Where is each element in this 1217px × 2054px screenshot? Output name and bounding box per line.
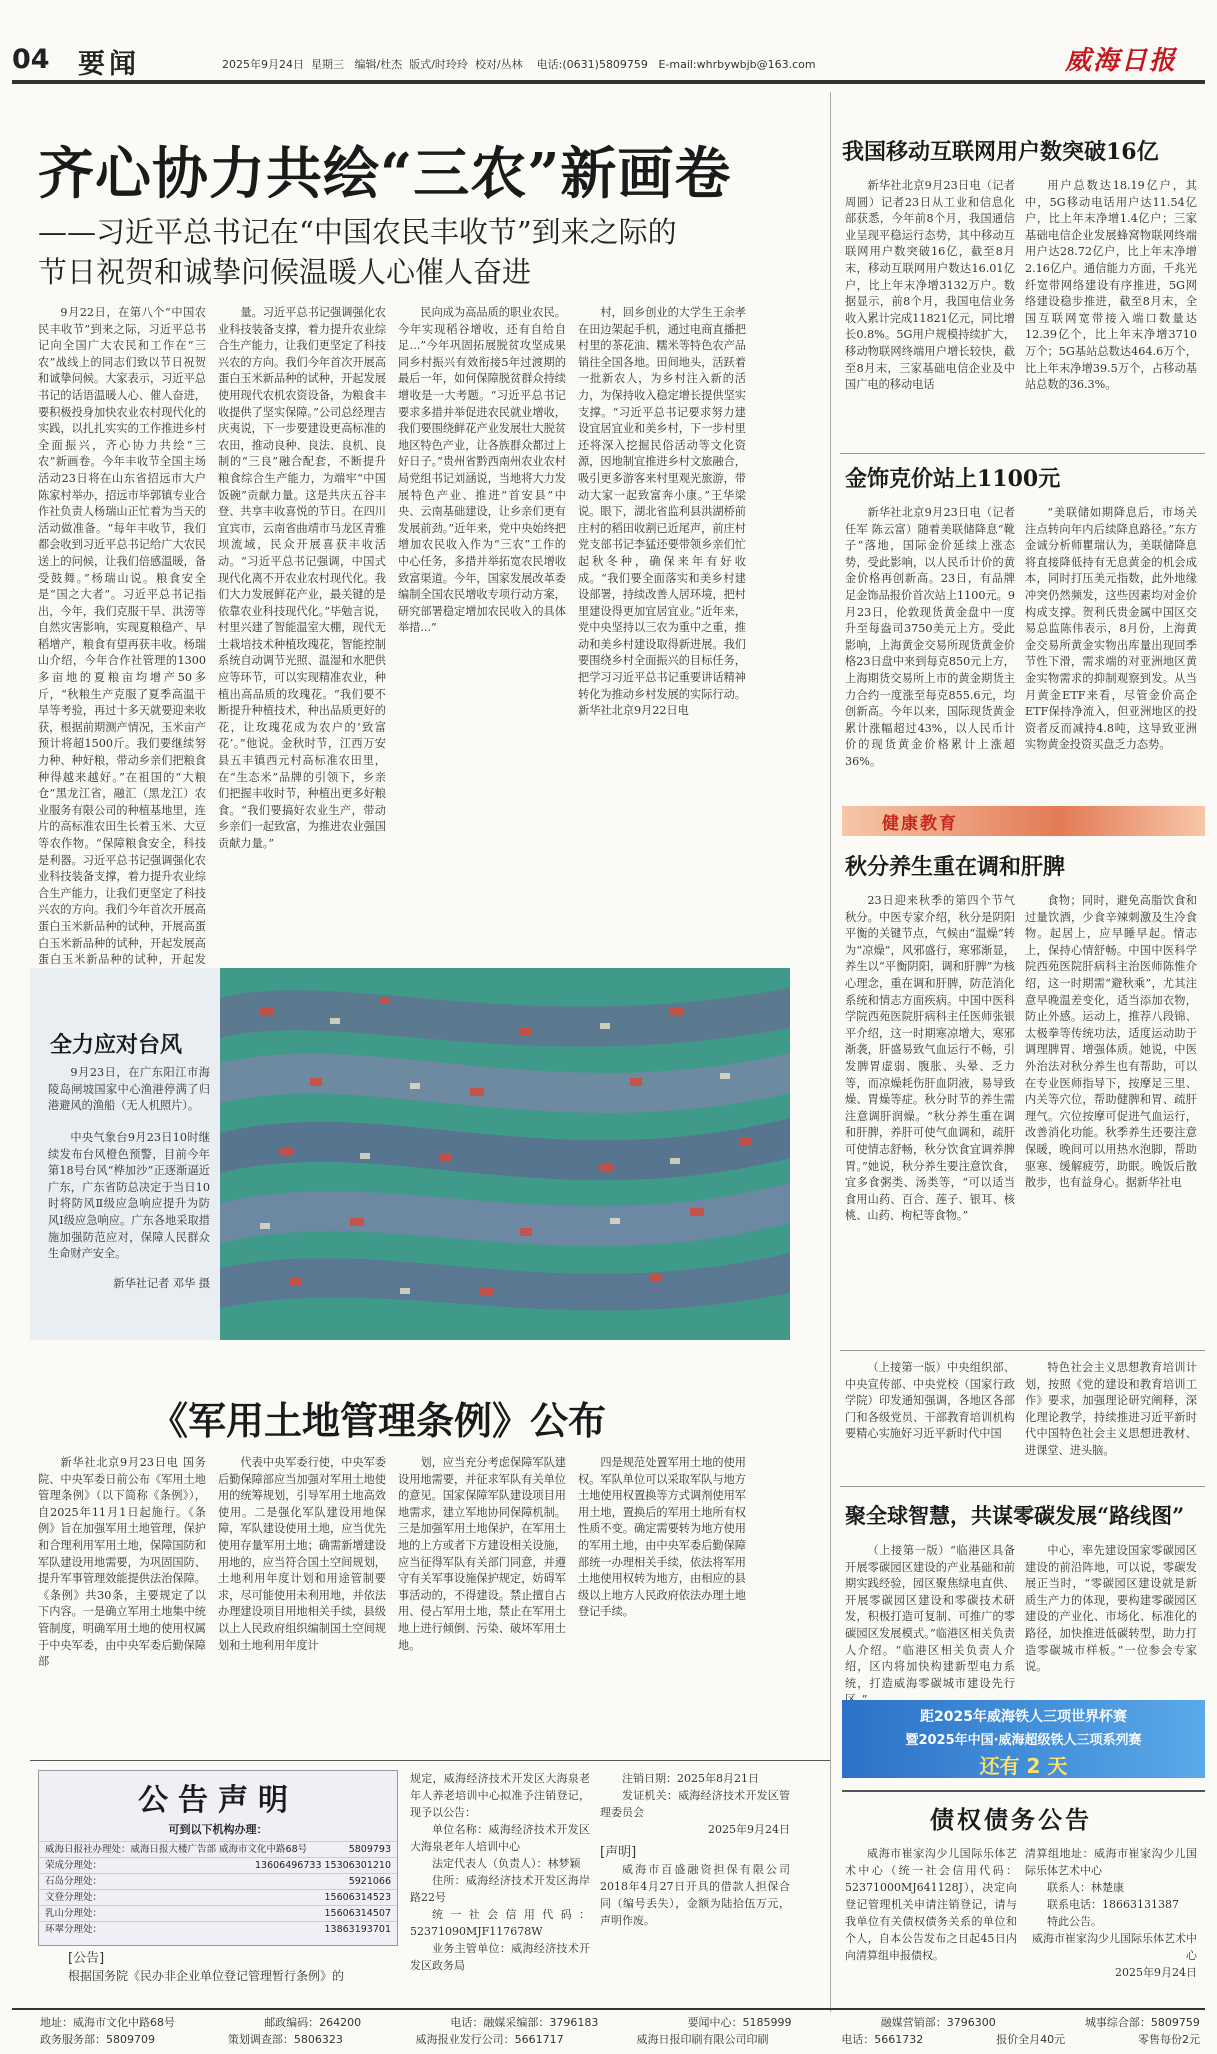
notice-board-row-phone: 5809793 xyxy=(348,1844,391,1855)
edu-column-2: 特色社会主义思想教育培训计划，按照《党的建设和教育培训工作》要求，加强理论研究阐释，深化理论教学，持续推进习近平新时代中国特色社会主义思想进教材、进课堂、进头脑。 xyxy=(1025,1361,1197,1457)
notice-mid-code: 统一社会信用代码：52371090MJF117678W xyxy=(410,1908,590,1938)
ad-line-2: 暨2025年中国·威海超级铁人三项系列赛 xyxy=(905,1733,1142,1748)
typhoon-title: 全力应对台风 xyxy=(50,1032,183,1058)
debt-contact: 联系人：林楚康 xyxy=(1047,1881,1124,1894)
summit-column-1: （上接第一版）“临港区具备开展零碳园区建设的产业基础和前期实践经验，园区聚焦绿电直供、开展零碳园区建设和零碳技术研发，积极打造可复制、可推广的零碳园区发展模式。”临港区相关负责人介绍。“临港区相关负责人介绍，区内将加快构建新型电力系统，打造威海零碳城市建设先行 xyxy=(845,1544,1015,1690)
notice-board-row xyxy=(39,1889,397,1905)
military-column-2: 代表中央军委行使，中央军委后勤保障部应当加强对军用土地使用的统筹规划，引导军用土地高效使用。二是强化军队建设用地保障，军队建设使用土地，应当优先使用存量军用土地；确需新增建设用地的，应当符合国土空间规划，土地利用年度计划和用途管制要求，尽可能使用未利用地，并依法办理建设项目用地相关手续，县级以上人民政府组织编制国土空间规划和土地利用年度计 xyxy=(218,1456,386,1652)
notice-right-reg: 注销日期：2025年8月21日 xyxy=(622,1772,759,1785)
notice-board-row-name: 环翠分理处： xyxy=(45,1924,103,1935)
debt-column-1: 威海市崔家沟少儿国际乐体艺术中心（统一社会信用代码：52371000MJ641128J），决定向登记管理机关申请注销登记，请与我单位有关债权债务关系的单位和个人，自本公告发布之日起45日内向清算组申报债权。 xyxy=(845,1847,1017,1962)
typhoon-credit: 新华社记者 邓华 摄 xyxy=(113,1277,210,1290)
health-title: 秋分养生重在调和肝脾 xyxy=(845,854,1066,880)
debt-address: 清算组地址：威海市崔家沟少儿国际乐体艺术中心 xyxy=(1025,1847,1197,1877)
lead-subtitle-2: 节日祝贺和诚挚问候温暖人心催人奋进 xyxy=(38,255,532,289)
lead-column-1: 9月22日，在第八个“中国农民丰收节”到来之际，习近平总书记向全国广大农民和工作在“三农”战线上的同志们致以节日祝贺和诚挚问候。大家表示，习近平总书记的话语温暖人心、催人奋进，要积极投身加快农业农村现代化的实践，以扎扎实实的工作推进乡村全面振兴，齐心协力共绘“三农”新画卷。今年丰收节全国主场活动23日将在山东省招远市大户陈家村举办，招远市毕郭镇专业合作社负责人杨瑞山正忙着为当天的活动做准备。“每年丰收节，我们都会收到习近平总书记给广大农民送上的问候，让我们倍感温暖，备受鼓舞。”杨瑞山说。粮食安全是“国之大者”。习近平总书记指出，今年，我们克服干旱、洪涝等自然灾害影响，实现夏粮稳产、早稻增产，粮食有望再获丰收。杨瑞山介绍，今年合作社管理的1300多亩地的夏粮亩均增产50多斤，“秋粮生产克服了夏季高温干旱等考验，再过十多天就要迎来收获，根据前期测产情况，玉米亩产预计将超1500斤。我们要继续努力种、种好粮，带动乡亲们把粮食种得越来越好。”在祖国的“大粮仓”黑龙江省，融汇（黑龙江）农业服务有限公司的种植基地里，连片的高标准农田生长着玉米、大豆等农作物。“保障粮食安全，科技是利器。习近平总书记强调强化农业科技装备支撑，着力提升农业综合生产能力，让我们更坚定了科技兴农的方向。我们今年首次开展高蛋白玉米新品种的试种，开展高蛋白玉米新品种的试种，开起发展高蛋白玉米新品种的试种，开起发 xyxy=(38,306,206,967)
debt-notice: 特此公告。 xyxy=(1047,1915,1102,1928)
notice-right xyxy=(600,1770,790,1929)
notice-board-row xyxy=(39,1841,397,1857)
footer-line-2: 政务服务部：5809709 策划调查部：5806323 威海报业发行公司：5661717 威海日报印刷有限公司印刷 电话：5661732 报价全月40元 零售每份2元 xyxy=(40,2033,1200,2046)
lead-title: 齐心协力共绘“三农”新画卷 xyxy=(38,141,732,207)
notice-board-subtitle: 可到以下机构办理： xyxy=(168,1823,268,1836)
notice-right-org: 发证机关：威海经济技术开发区管理委员会 xyxy=(600,1789,790,1819)
military-column-4: 四是规范处置军用土地的使用权。军队单位可以采取军队与地方土地使用权置换等方式调剂使用军用土地，置换后的军用土地所有权性质不变。确定需要转为地方使用的军用土地，由中央军委后勤保障部统一办理相关手续，依法将军用土地使用权转为地方，由相应的县级以上地方人民政府依法办理土地登记手续。 xyxy=(578,1456,746,1619)
decl-text: 威海市百盛融资担保有限公司2018年4月27日开具的借款人担保合同（编号丢失），金额为陆拾伍万元，声明作废。 xyxy=(600,1863,790,1927)
notice-mid-text: 规定，威海经济技术开发区大海泉老年人养老培训中心拟准予注销登记，现予以公告： xyxy=(410,1772,590,1819)
page-number: 04 xyxy=(12,44,50,75)
debt-column-2 xyxy=(1025,1845,1197,1981)
footer-line-1: 地址：威海市文化中路68号 邮政编码：264200 电话：融媒采编部：3796183 要闻中心：5185999 融媒营销部：3796300 城事综合部：5809759 xyxy=(40,2016,1200,2029)
notice-board-row xyxy=(39,1873,397,1889)
gold-title: 金饰克价站上1100元 xyxy=(845,466,1061,492)
notice-board-row-name: 荣成分理处： xyxy=(45,1860,103,1871)
gold-rule xyxy=(840,453,1205,454)
health-label: 健康教育 xyxy=(882,814,958,834)
notice-board-row xyxy=(39,1905,397,1921)
gonggao-label: [公告] xyxy=(68,1951,105,1966)
debt-date: 2025年9月24日 xyxy=(1115,1966,1197,1979)
notice-board-row-name: 乳山分理处： xyxy=(45,1908,103,1919)
mobile-column-2: 用户总数达18.19亿户，其中，5G移动电话用户达11.54亿户，比上年末净增1.4亿户；三家基础电信企业发展蜂窝物联网终端用户达28.72亿户，比上年末净增2.16亿户。通信能力方面，千兆光纤宽带网络建设有序推进，5G网络建设稳步推进，截至8月末，全国互联网宽带接入端口数量达12.39亿个，比上年末净增3710万个；5G基站总数达464.6万个，比上年末净增39.5万个，占移动基站总数的36.3%。 xyxy=(1025,179,1197,392)
typhoon-body-2: 中央气象台9月23日10时继续发布台风橙色预警，目前今年第18号台风“桦加沙”正逐渐逼近广东，广东省防总决定于当日10时将防风Ⅱ级应急响应提升为防风Ⅰ级应急响应。广东各地采取措施加强防范应对，保障人民群众生命财产安全。 xyxy=(48,1131,210,1261)
notice-board xyxy=(38,1770,398,1946)
masthead-rule xyxy=(12,80,1205,84)
ad-line-1: 距2025年威海铁人三项世界杯赛 xyxy=(920,1709,1127,1725)
summit-title: 聚全球智慧，共谋零碳发展“路线图” xyxy=(845,1503,1185,1528)
mobile-column-1: 新华社北京9月23日电（记者 周圆）记者23日从工业和信息化部获悉，今年前8个月，我国通信业呈现平稳运行态势，其中移动互联网用户数突破16亿，截至8月末，移动互联网用户数达16.01亿户，比上年末净增3132万户。数据显示，前8个月，我国电信业务收入累计完成11821亿元，同比增长0.8%。5G用户规模持续扩大，移动物联网终端用户增长较快，截至8月末，三家基础电信企业及中国广电的移动电话 xyxy=(845,179,1015,392)
gold-column-2: “美联储如期降息后，市场关注点转向年内后续降息路径。”东方金诚分析师瞿瑞认为，美联储降息将直接降低持有无息黄金的机会成本，同时打压美元指数，此外地缘冲突仍然频发，这些因素均对金价构成支撑。贺利氏贵金属中国区交易总监陈伟表示，8月份，上海黄金交易所黄金实物出库量出现回季节性下滑，需求端的对亚洲地区黄金实物需求的抑制观察到发。从当月黄金ETF来看，尽管金价高企ETF保持净流入，但亚洲地区的投资者反而减持4.8吨，这导致亚洲实物黄金投资买盘乏力态势。 xyxy=(1025,506,1197,752)
notice-mid-biz: 业务主管单位：威海经济技术开发区政务局 xyxy=(410,1942,590,1972)
notice-board-row-phone: 5921066 xyxy=(348,1876,391,1887)
notice-mid-addr: 住所：威海经济技术开发区海岸路22号 xyxy=(410,1874,590,1904)
debt-phone: 联系电话：18663131387 xyxy=(1047,1898,1179,1911)
mobile-title: 我国移动互联网用户数突破16亿 xyxy=(842,139,1159,165)
notice-board-row xyxy=(39,1921,397,1937)
summit-rule xyxy=(840,1486,1205,1487)
ad-line-3: 还有 2 天 xyxy=(979,1754,1068,1778)
section-title: 要闻 xyxy=(78,49,140,80)
edu-column-1: （上接第一版）中央组织部、中央宣传部、中央党校（国家行政学院）印发通知强调，各地区各部门和各级党员、干部教育培训机构要精心实施好习近平新时代中国 xyxy=(845,1361,1015,1441)
triathlon-ad xyxy=(842,1700,1205,1778)
lead-column-2: 量。习近平总书记强调强化农业科技装备支撑，着力提升农业综合生产能力，让我们更坚定了科技兴农的方向。我们今年首次开展高蛋白玉米新品种的试种，开起发展使用现代农机农资设备，为粮食丰收提供了坚实保障。”公司总经理吉庆夷说，下一步要建设更高标准的农田，推动良种、良法、良机、良制的“三良”融合配套，不断提升粮食综合生产能力，为端牢“中国饭碗”贡献力量。这是共庆五谷丰登、共享丰收喜悦的节日。在四川宜宾市，云南省曲靖市马龙区青雅坝流域，民众开展喜获丰收活动。“习近平总书记强调，中国式现代化离不开农业农村现代化。我们大力发展鲜花产业，最关键的是依靠农业科技现代化。”毕勉言说，村里兴建了智能温室大棚，现代无土栽培技术种植玫瑰花，智能控制系统自动调节光照、温湿和水肥供应等环节，可以实现精准农业，种植出高品质的玫瑰花。“我们要不断提升种植技术，种出品质更好的花，让玫瑰花成为农户的‘致富花’。”他说。金秋时节，江西万安县五丰镇西元村高标准农田里，在“生态米”品牌的引领下，乡亲们把握丰收时节，种植出更多好粮食。“我们要搞好农业生产，带动乡亲们一起致富，为推进农业强国贡献力量。” xyxy=(218,306,386,850)
notice-mid-rep: 法定代表人（负责人）：林梦颖 xyxy=(432,1857,581,1870)
notice-right-date: 2025年9月24日 xyxy=(708,1823,790,1836)
notices-rule xyxy=(30,1760,830,1761)
lead-subtitle-1: ——习近平总书记在“中国农民丰收节”到来之际的 xyxy=(38,215,677,249)
health-column-2: 食物；同时，避免高脂饮食和过量饮酒，少食辛辣刺激及生冷食物。起居上，应早睡早起。情志上，保持心情舒畅。中国中医科学院西苑医院肝病科主治医师陈惟介绍，这一时期需“避秋乘”，尤其注意早晚温差变化，适当添加衣物，防止外感。运动上，推荐八段锦、太极拳等传统功法，适度运动助于调理脾胃、增强体质。她说，中医外治法对秋分养生也有帮助，可以在专业医师指导下，按摩足三里、内关等穴位，帮助健脾和胃、疏肝理气。穴位按摩可促进气血运行，改善消化功能。秋季养生还要注意保暖，晚间可以用热水泡脚，帮助驱寒、缓解疲劳，助眠。晚饭后散散步，也有益身心。据新华社电 xyxy=(1025,894,1197,1190)
notice-board-title: 公告声明 xyxy=(138,1783,298,1818)
notice-board-row xyxy=(39,1857,397,1873)
military-title: 《军用土地管理条例》公布 xyxy=(150,1398,607,1443)
footer-rule xyxy=(12,2008,1205,2010)
debt-signer: 威海市崔家沟少儿国际乐体艺术中心 xyxy=(1032,1932,1197,1962)
notice-board-row-phone: 15606314507 xyxy=(324,1908,391,1919)
lead-column-3: 民向成为高品质的职业农民。今年实现稻谷增收，还有自给自足...”今年巩固拓展脱贫攻坚成果同乡村振兴有效衔接5年过渡期的最后一年，如何保障脱贫群众持续增收是一大考题。“习近平总书记要求多措并举促进农民就业增收，我们要围绕鲜花产业发展壮大脱贫地区特色产业，让各族群众都过上好日子。”贵州省黔西南州农业农村局党组书记刘涵说，当地将大力发展特色产业、推进“首安县”中央、云南基础建设，让乡亲们更有发展前劲。”近年来，党中央始终把增加农民收入作为“三农”工作的中心任务，多措并举拓宽农民增收致富渠道。今年，国家发展改革委编制全国农民增收专项行动方案，研究部署稳定增加农民收入的具体举措...” xyxy=(398,306,566,635)
notice-board-row-name: 文登分理处： xyxy=(45,1892,103,1903)
notice-mid xyxy=(410,1770,590,1974)
edu-rule xyxy=(840,1350,1205,1351)
gold-column-1: 新华社北京9月23日电（记者 任军 陈云富）随着美联储降息“靴子”落地，国际金价延续上涨态势，受此影响，以人民币计价的黄金价格再创新高。23日，有品牌足金饰品报价首次站上1100元。9月23日，伦敦现货黄金盘中一度升至每盎司3750美元上方。受此影响，上海黄金交易所现货黄金价格23日盘中来到每克850元上方，上海期货交易所上市的黄金期货主力合约一度涨至每克855.6元，均创新高。今年以来，国际现货黄金累计涨幅超过43%，以人民币计价的现货黄金价格累计上涨超36%。 xyxy=(845,506,1015,768)
decl-label: [声明] xyxy=(600,1845,637,1860)
masthead-logo: 威海日报 xyxy=(1065,46,1178,76)
debt-title: 债权债务公告 xyxy=(930,1805,1092,1834)
typhoon-body-1: 9月23日，在广东阳江市海陵岛闸坡国家中心渔港停满了归港避风的渔船（无人机照片）。 xyxy=(48,1066,210,1113)
notice-mid-unit: 单位名称：威海经济技术开发区大海泉老年人培训中心 xyxy=(410,1823,590,1853)
lead-column-4: 村，回乡创业的大学生王余孝在田边架起手机，通过电商直播把村里的茶花油、糯米等特色农产品销往全国各地。田间地头，活跃着一批新农人，为乡村注入新的活力，为保持收入稳定增长提供坚实支撑。“习近平总书记要求努力建设宜居宜业和美乡村，下一步村里还将深入挖掘民俗活动等文化资源，因地制宜推进乡村文旅融合，吸引更多游客来村里观光旅游，带动大家一起致富奔小康。”王华梁说。眼下，湖北省监利县洪湖桥前庄村的稻田收割已近尾声，前庄村党支部书记李猛还要带领乡亲们忙起秋冬种，确保来年有好收成。“我们要全面落实和美乡村建设部署，持续改善人居环境，把村里建设得更加宜居宜业。”近年来，党中央坚持以三农为重中之重，推动和美乡村建设取得新进展。我们要围绕乡村全面振兴的目标任务，把学习习近平总书记重要讲话精神转化为推动乡村发展的实际行动。新华社北京9月22日电 xyxy=(578,306,746,718)
header-meta: 2025年9月24日 星期三 编辑/杜杰 版式/时玲玲 校对/丛林 电话:(0631)5809759 E-mail:whrbywbjb@163.com xyxy=(222,58,816,71)
summit-column-2: 中心，率先建设国家零碳园区建设的前沿阵地，可以说，零碳发展正当时，“零碳园区建设就是新质生产力的体现，要构建零碳园区建设的产业化、市场化、标准化的路径，加快推进低碳转型，助力打造零碳城市样板。”一位参会专家说。 xyxy=(1025,1544,1197,1674)
notice-board-row-phone: 13863193701 xyxy=(324,1924,391,1935)
health-column-1: 23日迎来秋季的第四个节气秋分。中医专家介绍，秋分是阴阳平衡的关键节点，气候由“温燥”转为“凉燥”，风邪盛行，寒邪渐显，养生以“平衡阴阳，调和肝脾”为核心理念，重在调和肝脾，防范消化系统和情志方面疾病。中国中医科学院西苑医院肝病科主任医师张银平介绍，这一时期寒凉增大，寒邪渐袭，肝盛易致气血运行不畅，引发脾胃虚弱、腹胀、头晕、乏力等，而凉燥耗伤肝血阴液，易导致燥、胃燥等症。秋分时节的养生需注意调肝润燥。“秋分养生重在调和肝脾，养肝可使气血调和，疏肝可使情志舒畅，秋分饮食宜调养脾胃。”她说，秋分养生要注意饮食，宜多食粥类、汤类等，“可以适当食用山药、百合、莲子、银耳、核桃、山药、枸杞等食物。” xyxy=(845,894,1015,1223)
notice-board-row-name: 石岛分理处： xyxy=(45,1876,103,1887)
gonggao-text: 根据国务院《民办非企业单位登记管理暂行条例》的 xyxy=(68,1969,345,1983)
right-column-divider xyxy=(830,92,831,2012)
notice-board-row-name: 威海日报社办理处：威海日报大楼广告部 威海市文化中路68号 xyxy=(45,1844,308,1855)
military-column-1: 新华社北京9月23日电 国务院、中央军委日前公布《军用土地管理条例》（以下简称《条例》），自2025年11月1日起施行。《条例》旨在加强军用土地管理，保护和合理利用军用土地，保障国防和军队建设用地需要，为巩固国防、提升军事管理效能提供法治保障。《条例》共30条，主要规定了以下内容。一是确立军用土地集中统管制度，明确军用土地的使用权属于中央军委，由中央军委后勤保障部 xyxy=(38,1456,206,1669)
notice-board-row-phone: 15606314523 xyxy=(324,1892,391,1903)
harbor-photo xyxy=(220,968,790,1340)
notice-board-row-phone: 13606496733 15306301210 xyxy=(255,1860,391,1871)
military-column-3: 划，应当充分考虑保障军队建设用地需要，并征求军队有关单位的意见。国家保障军队建设项目用地需求，建立军地协同保障机制。三是加强军用土地保护，在军用土地的上方或者下方建设相关设施，应当征得军队有关部门同意，并遵守有关军事设施保护规定，妨碍军事活动的，不得建设。禁止擅自占用、侵占军用土地，禁止在军用土地上进行倾倒、污染、破坏军用土地。 xyxy=(398,1456,566,1652)
